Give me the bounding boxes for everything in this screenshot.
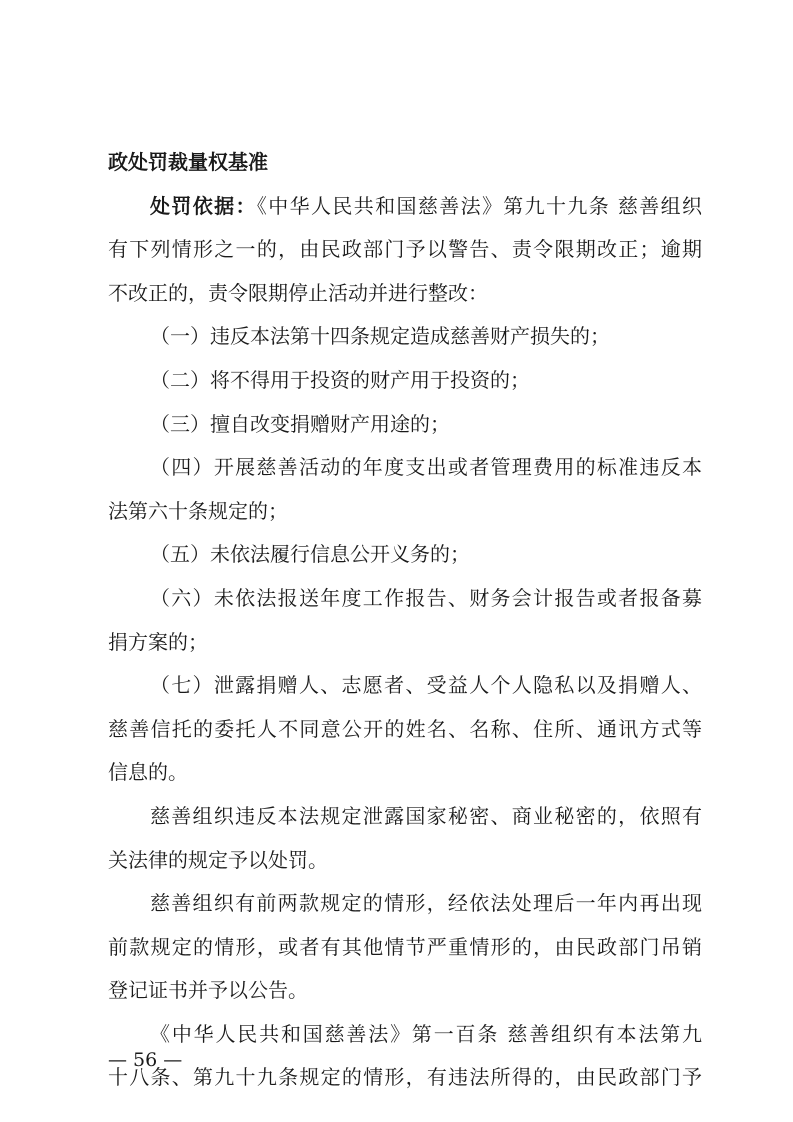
text-line: 有下列情形之一的，由民政部门予以警告、责令限期改正；逾期 [108,237,702,262]
text-line: 不改正的，责令限期停止活动并进行整改： [108,280,488,305]
paragraph-line: 慈善组织违反本法规定泄露国家秘密、商业秘密的，依照有 [150,803,702,828]
text-line: 登记证书并予以公告。 [108,978,308,1003]
list-item: （六）未依法报送年度工作报告、财务会计报告或者报备募 [150,585,702,610]
text-line: 法第六十条规定的； [108,498,288,523]
list-item: （四）开展慈善活动的年度支出或者管理费用的标准违反本 [150,455,702,480]
list-item: （二）将不得用于投资的财产用于投资的； [150,367,530,392]
section-title: 政处罚裁量权基准 [108,150,268,174]
text-line: 捐方案的； [108,629,208,654]
document-body [108,141,702,1100]
paragraph-line: 慈善组织有前两款规定的情形，经依法处理后一年内再出现 [150,891,702,916]
list-item: （七）泄露捐赠人、志愿者、受益人个人隐私以及捐赠人、 [150,673,702,698]
paragraph-line: 《中华人民共和国慈善法》第一百条 慈善组织有本法第九 [150,1021,702,1046]
text-line: 关法律的规定予以处罚。 [108,847,328,872]
text-line: 十八条、第九十九条规定的情形，有违法所得的，由民政部门予 [108,1065,702,1090]
list-item: （五）未依法履行信息公开义务的； [150,542,470,567]
text-line: 《中华人民共和国慈善法》第九十九条 慈善组织 [256,193,703,218]
basis-label: 处罚依据： [150,193,257,218]
page-number: — 56 — [108,1049,183,1071]
text-line: 信息的。 [108,760,188,785]
basis-line [108,185,702,229]
list-item: （一）违反本法第十四条规定造成慈善财产损失的； [150,324,610,349]
text-line: 慈善信托的委托人不同意公开的姓名、名称、住所、通讯方式等 [108,716,702,741]
text-line: 前款规定的情形，或者有其他情节严重情形的，由民政部门吊销 [108,934,702,959]
list-item: （三）擅自改变捐赠财产用途的； [150,411,450,436]
